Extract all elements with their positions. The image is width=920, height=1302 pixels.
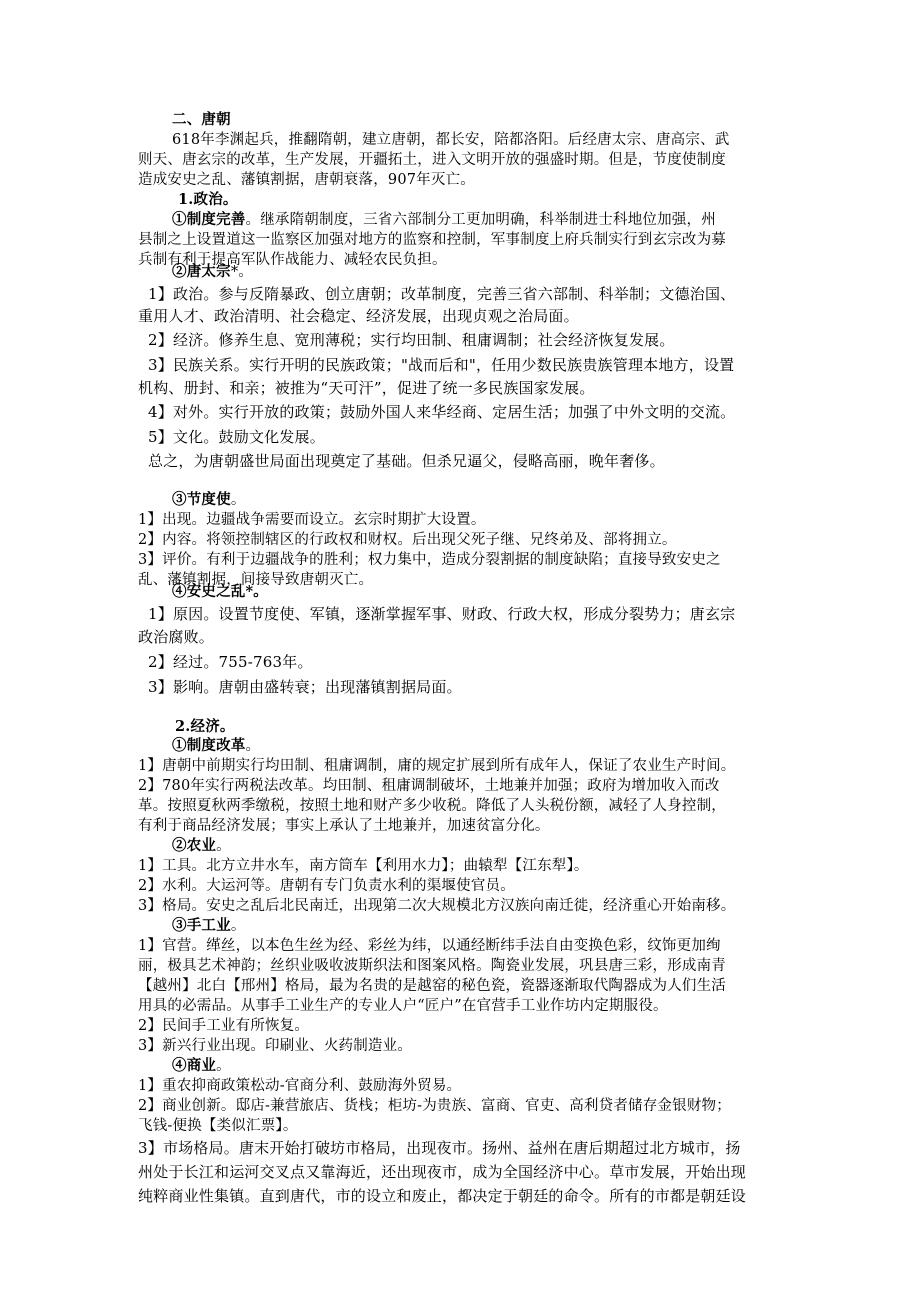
reform-item: 有利于商品经济发展；事实上承认了土地兼并，加速贫富分化。 — [138, 818, 550, 834]
reform-label: ①制度改革 — [172, 737, 246, 754]
agriculture-item: 3】格局。安史之乱后北民南迁，出现第二次大规模北方汉族向南迁徙，经济重心开始南移。 — [138, 898, 736, 914]
taizong-item: 4】对外。实行开放的政策；鼓励外国人来华经商、定居生活；加强了中外文明的交流。 — [148, 403, 736, 421]
handicraft-item: 3】新兴行业出现。印刷业、火药制造业。 — [138, 1038, 413, 1054]
system-text: 。继承隋朝制度，三省六部制分工更加明确，科举制进士科地位加强，州 — [245, 212, 716, 228]
system-line: 兵制有利于提高军队作战能力、减轻农民负担。 — [138, 252, 447, 268]
taizong-item: 3】民族关系。实行开明的民族政策；"战而后和"，任用少数民族贵族管理本地方，设置 — [148, 356, 735, 374]
intro-line: 造成安史之乱、藩镇割据，唐朝衰落，907年灭亡。 — [138, 172, 475, 188]
handicraft-item: 用具的必需品。从事手工业生产的专业人户“匠户”在官营手工业作坊内定期服役。 — [138, 998, 668, 1014]
commerce-item: 飞钱-便换【类似汇票】。 — [138, 1118, 298, 1134]
reform-suffix: 。 — [245, 738, 261, 754]
jiedushi-item: 2】内容。将领控制辖区的行政权和财权。后出现父死子继、兄终弟及、部将拥立。 — [138, 532, 677, 548]
jiedushi-suffix: 。 — [230, 492, 246, 508]
reform-item: 1】唐朝中前期实行均田制、租庸调制，庸的规定扩展到所有成年人，保证了农业生产时间。 — [138, 758, 736, 774]
taizong-item: 重用人才、政治清明、社会稳定、经济发展，出现贞观之治局面。 — [138, 307, 579, 325]
jiedushi-item: 1】出现。边疆战争需要而设立。玄宗时期扩大设置。 — [138, 512, 486, 528]
commerce-item: 2】商业创新。邸店-兼营旅店、货栈；柜坊-为贵族、富商、官吏、高利贷者储存金银财物； — [138, 1098, 731, 1114]
commerce-item: 州处于长江和运河交叉点又靠海近，还出现夜市，成为全国经济中心。草市发展，开始出现 — [138, 1163, 747, 1181]
reform-item: 革。按照夏秋两季缴税，按照土地和财产多少收税。降低了人头税份额，减轻了人身控制， — [138, 798, 726, 814]
system-line — [172, 210, 716, 230]
commerce-item: 1】重农抑商政策松动-官商分利、鼓励海外贸易。 — [138, 1078, 462, 1094]
anshi-heading: ④安史之乱*。 — [172, 583, 268, 600]
taizong-item: 1】政治。参与反隋暴政、创立唐朝；改革制度，完善三省六部制、科举制；文德治国、 — [148, 285, 736, 303]
handicraft-label: ③手工业 — [172, 917, 231, 934]
intro-line: 618年李渊起兵，推翻隋朝，建立唐朝，都长安，陪都洛阳。后经唐太宗、唐高宗、武 — [172, 132, 730, 148]
system-line: 县制之上设置道这一监察区加强对地方的监察和控制，军事制度上府兵制实行到玄宗改为募 — [138, 232, 726, 248]
agriculture-label: ②农业 — [172, 837, 217, 854]
economy-heading: 2.经济。 — [175, 718, 235, 735]
agriculture-heading — [172, 836, 231, 856]
taizong-heading — [172, 262, 253, 282]
reform-item: 2】780年实行两税法改革。均田制、租庸调制破坏，土地兼并加强；政府为增加收入而改 — [138, 778, 720, 794]
reform-heading — [172, 736, 260, 756]
taizong-label: ②唐太宗 — [172, 263, 231, 280]
taizong-suffix: *。 — [230, 264, 253, 280]
commerce-label: ④商业 — [172, 1057, 217, 1074]
politics-heading: 1.政治。 — [178, 191, 238, 208]
commerce-suffix: 。 — [216, 1058, 231, 1074]
commerce-item: 纯粹商业性集镇。直到唐代，市的设立和废止，都决定于朝廷的命令。所有的市都是朝廷设 — [138, 1187, 747, 1205]
agriculture-item: 1】工具。北方立井水车，南方筒车【利用水力】；曲辕犁【江东犁】。 — [138, 858, 589, 874]
taizong-item: 5】文化。鼓励文化发展。 — [148, 428, 325, 446]
commerce-item: 3】市场格局。唐末开始打破坊市格局，出现夜市。扬州、益州在唐后期超过北方城市，扬 — [138, 1139, 741, 1157]
taizong-item: 2】经济。修养生息、宽刑薄税；实行均田制、租庸调制；社会经济恢复发展。 — [148, 331, 675, 349]
taizong-item: 总之，为唐朝盛世局面出现奠定了基础。但杀兄逼父，侵略高丽，晚年奢侈。 — [148, 452, 665, 470]
jiedushi-item: 3】评价。有利于边疆战争的胜利；权力集中，造成分裂割据的制度缺陷；直接导致安史之 — [138, 552, 721, 568]
taizong-item: 机构、册封、和亲；被推为“天可汗”，促进了统一多民族国家发展。 — [138, 379, 595, 397]
handicraft-suffix: 。 — [230, 918, 246, 934]
section-title: 二、唐朝 — [172, 111, 231, 128]
agriculture-suffix: 。 — [216, 838, 231, 854]
agriculture-item: 2】水利。大运河等。唐朝有专门负责水利的渠堰使官员。 — [138, 878, 515, 894]
intro-line: 则天、唐玄宗的改革，生产发展，开疆拓土，进入文明开放的强盛时期。但是，节度使制度 — [138, 152, 726, 168]
anshi-item: 2】经过。755-763年。 — [148, 653, 313, 671]
handicraft-item: 1】官营。缂丝，以本色生丝为经、彩丝为纬，以通经断纬手法自由变换色彩，纹饰更加绚 — [138, 938, 721, 954]
commerce-heading — [172, 1056, 231, 1076]
handicraft-heading — [172, 916, 246, 936]
handicraft-item: 2】民间手工业有所恢复。 — [138, 1018, 310, 1034]
jiedushi-label: ③节度使 — [172, 491, 231, 508]
jiedushi-item: 乱、藩镇割据，间接导致唐朝灭亡。 — [138, 572, 374, 588]
handicraft-item: 【越州】北白【邢州】格局，最为名贵的是越窑的秘色瓷，瓷器逐渐取代陶器成为人们生活 — [138, 978, 726, 994]
anshi-item: 1】原因。设置节度使、军镇，逐渐掌握军事、财政、行政大权，形成分裂势力；唐玄宗 — [148, 605, 736, 623]
anshi-item: 3】影响。唐朝由盛转衰；出现藩镇割据局面。 — [148, 678, 462, 696]
handicraft-item: 丽，极具艺术神韵；丝织业吸收波斯织法和图案风格。陶瓷业发展，巩县唐三彩，形成南青 — [138, 958, 726, 974]
anshi-item: 政治腐败。 — [138, 628, 215, 646]
jiedushi-heading — [172, 490, 246, 510]
system-label: ①制度完善 — [172, 211, 246, 228]
